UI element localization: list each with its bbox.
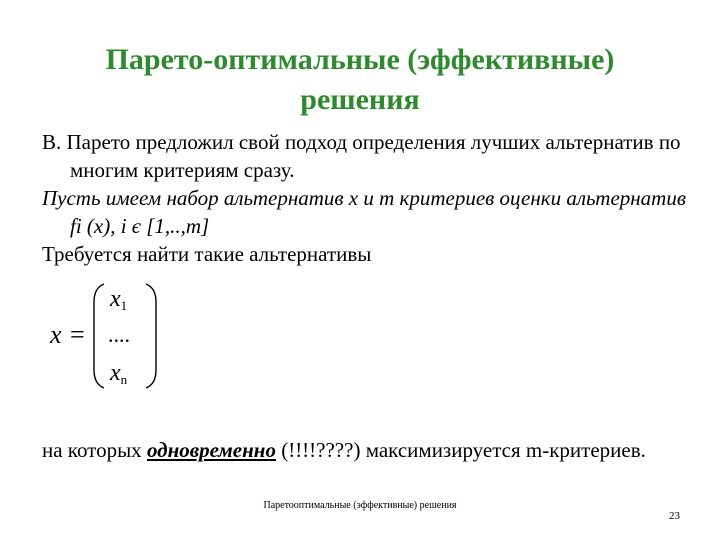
matrix-row-1: $x_1$ (110, 286, 128, 313)
slide-title: Парето-оптимальные (эффективные) решения (105, 43, 615, 116)
page-number: 23 (669, 510, 680, 522)
paragraph-alternatives: Пусть имеем набор альтернатив x и m критериев оценки альтернатив fi (x), i є [1,..,m] (42, 186, 686, 238)
formula-lhs: x (50, 320, 62, 349)
paragraph-pareto: В. Парето предложил свой подход определения лучших альтернатив по многим критериям сразу. (42, 130, 681, 182)
bottom-prefix: на которых (42, 438, 147, 462)
emphasis-simultaneously: одновременно (146, 438, 276, 462)
formula-equals: = (70, 320, 85, 349)
bottom-paragraph (42, 436, 682, 464)
bottom-suffix: (!!!!????) максимизируется m-критериев. (275, 438, 646, 462)
right-paren (144, 282, 160, 390)
left-paren (90, 282, 106, 390)
vector-formula (48, 282, 188, 394)
slide-body (42, 128, 692, 268)
paragraph-requirement: Требуется найти такие альтернативы (42, 242, 372, 266)
matrix-row-2: .... (108, 322, 130, 347)
slide-footer: Паретооптимальные (эффективные) решения (263, 500, 457, 511)
matrix-row-3: $x_n$ (110, 360, 128, 387)
